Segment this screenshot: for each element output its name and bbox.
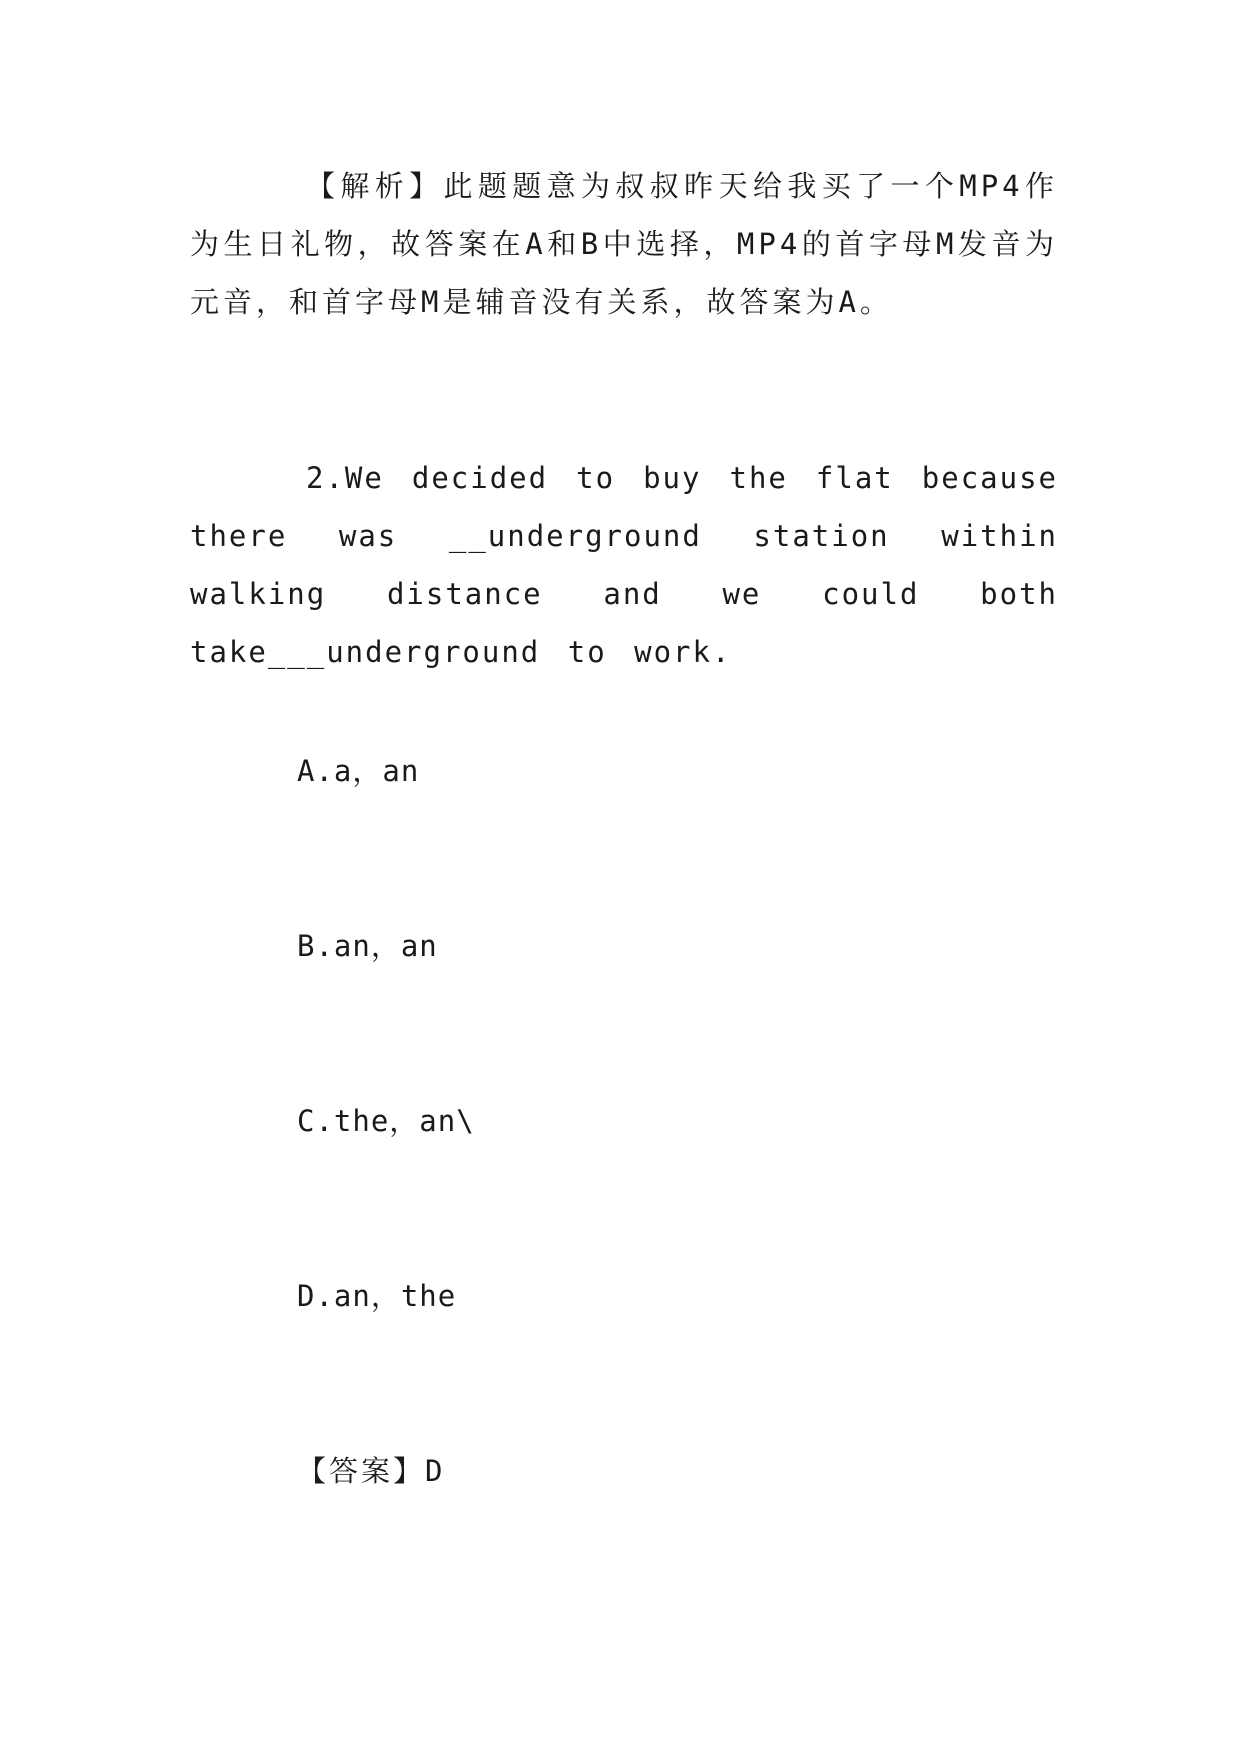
question-paragraph: 2.We decided to buy the flat because there was __underground station within walking distance and we could both take___underground to work. [190, 461, 1058, 669]
option-b: B.an，an [297, 929, 438, 963]
analysis-paragraph: 【解析】此题题意为叔叔昨天给我买了一个MP4作为生日礼物，故答案在A和B中选择，MP4的首字母M发音为元音，和首字母M是辅音没有关系，故答案为A。 [190, 169, 1058, 319]
option-d: D.an，the [297, 1279, 457, 1313]
answer-line: 【答案】D [297, 1454, 446, 1488]
option-a: A.a，an [297, 754, 420, 788]
option-c: C.the，an\ [297, 1104, 475, 1138]
